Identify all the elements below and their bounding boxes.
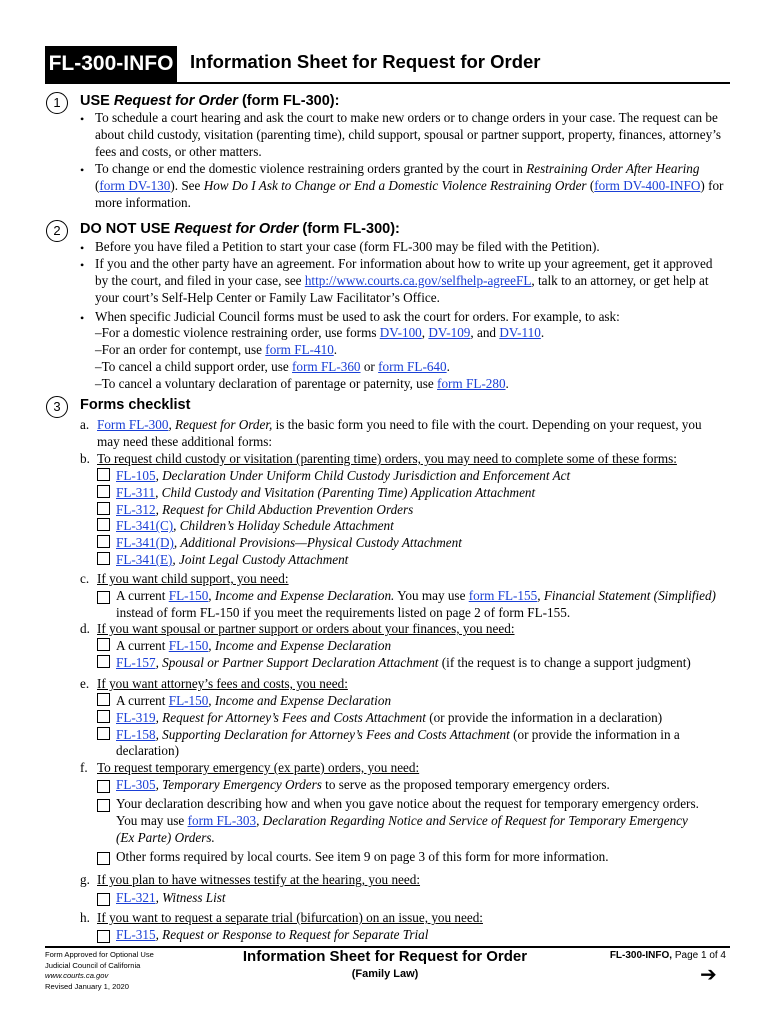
checklist-row: A current FL-150, Income and Expense Declaration bbox=[97, 693, 727, 710]
link-fl-360[interactable]: form FL-360 bbox=[292, 359, 361, 374]
checkbox[interactable] bbox=[97, 518, 110, 531]
item-g-heading: If you plan to have witnesses testify at the hearing, you need: bbox=[97, 872, 421, 887]
checkbox[interactable] bbox=[97, 485, 110, 498]
bullet: • bbox=[80, 258, 85, 272]
link-fl-640[interactable]: form FL-640 bbox=[378, 359, 447, 374]
link-selfhelp-agreement[interactable]: http://www.courts.ca.gov/selfhelp-agreeFL bbox=[304, 272, 532, 288]
link-fl-319[interactable]: FL-319 bbox=[116, 709, 156, 725]
link-form-fl-300[interactable]: Form FL-300 bbox=[97, 417, 169, 432]
footer-website: www.courts.ca.gov bbox=[45, 971, 109, 981]
item-c-1: A current FL-150, Income and Expense Declaration. You may use form FL-155, Financial Statement (Simplified) instead of form FL-150 if you meet the requirements listed on page 2 of form FL-155. bbox=[116, 588, 716, 620]
section-3-number: 3 bbox=[46, 396, 68, 418]
item-d-label: d. bbox=[80, 621, 90, 636]
link-fl-312[interactable]: FL-312 bbox=[116, 501, 156, 517]
item-f-3: Other forms required by local courts. See item 9 on page 3 of this form for more information. bbox=[116, 849, 609, 864]
item-b-heading: To request child custody or visitation (parenting time) orders, you may need to complete some of these forms: bbox=[97, 451, 677, 466]
link-fl-150[interactable]: FL-150 bbox=[168, 638, 209, 653]
item-a-text: Form FL-300, Request for Order, is the basic form you need to file with the court. Depending on your request, you may need these additional forms: bbox=[97, 417, 702, 449]
link-fl-158[interactable]: FL-158 bbox=[116, 726, 156, 742]
link-fl-311[interactable]: FL-311 bbox=[116, 484, 156, 500]
form-id-badge: FL-300-INFO bbox=[45, 46, 177, 82]
checkbox[interactable] bbox=[97, 852, 110, 865]
footer-line: Judicial Council of California bbox=[45, 960, 141, 970]
section-2-number: 2 bbox=[46, 220, 68, 242]
section-2-bullet-2: If you and the other party have an agreement. For information about how to write up your agreement, get it approved by the court, and filed in your case, see http://www.courts.ca.gov/selfhelp-agreeFL, talk to an attorney, or get help at your court’s Self-Help Center or Family Law Facilitator’s Office. bbox=[95, 256, 713, 305]
link-fl-410[interactable]: form FL-410 bbox=[265, 342, 334, 357]
checklist-row: FL-341(E), Joint Legal Custody Attachment bbox=[97, 552, 725, 569]
footer-form-id: FL-300-INFO, bbox=[609, 950, 673, 961]
section-2-bullet-3: When specific Judicial Council forms must be used to ask the court for orders. For example, to ask: bbox=[95, 309, 620, 324]
item-h-label: h. bbox=[80, 910, 90, 925]
checkbox[interactable] bbox=[97, 710, 110, 723]
checkbox[interactable] bbox=[97, 502, 110, 515]
footer-line: Form Approved for Optional Use bbox=[45, 950, 154, 959]
link-form-fl-155[interactable]: form FL-155 bbox=[468, 588, 538, 603]
item-e-label: e. bbox=[80, 676, 90, 691]
checkbox[interactable] bbox=[97, 893, 110, 906]
checkbox[interactable] bbox=[97, 591, 110, 604]
link-form-dv-400-info[interactable]: form DV-400-INFO bbox=[594, 177, 701, 193]
item-b-list bbox=[97, 468, 725, 569]
item-g-1: FL-321, Witness List bbox=[116, 890, 226, 905]
link-fl-150[interactable]: FL-150 bbox=[168, 693, 209, 708]
checklist-row: FL-319, Request for Attorney’s Fees and Costs Attachment (or provide the information in a declaration) bbox=[97, 710, 727, 727]
item-g-label: g. bbox=[80, 872, 90, 887]
checkbox[interactable] bbox=[97, 655, 110, 668]
bullet: • bbox=[80, 112, 85, 126]
item-h-1: FL-315, Request or Response to Request for Separate Trial bbox=[116, 927, 429, 942]
item-f-heading: To request temporary emergency (ex parte) orders, you need: bbox=[97, 760, 420, 775]
section-2-example-4: –To cancel a voluntary declaration of parentage or paternity, use form FL-280. bbox=[95, 376, 509, 391]
checkbox[interactable] bbox=[97, 780, 110, 793]
section-2-example-3: –To cancel a child support order, use form FL-360 or form FL-640. bbox=[95, 359, 450, 374]
section-1-bullet-1: To schedule a court hearing and ask the court to make new orders or to change orders in your case. The request can be about child custody, visitation (parenting time), child support, spousal or partner support, property, finances, attorney’s fees and costs, or other matters. bbox=[95, 110, 722, 159]
checkbox[interactable] bbox=[97, 535, 110, 548]
checklist-row: FL-157, Spousal or Partner Support Declaration Attachment (if the request is to change a support judgment) bbox=[97, 655, 727, 672]
footer-approval bbox=[45, 950, 154, 992]
footer-revised: Revised January 1, 2020 bbox=[45, 981, 130, 991]
item-d-heading: If you want spousal or partner support or orders about your finances, you need: bbox=[97, 621, 515, 636]
item-f-2: Your declaration describing how and when you gave notice about the request for temporary emergency orders. You may use form FL-303, Declaration Regarding Notice and Service of Request for Temporary Emergency (Ex Parte) Orders. bbox=[116, 796, 699, 845]
section-2-title: DO NOT USE Request for Order (form FL-300): bbox=[80, 221, 400, 237]
checkbox[interactable] bbox=[97, 468, 110, 481]
checkbox[interactable] bbox=[97, 693, 110, 706]
page-title: Information Sheet for Request for Order bbox=[190, 51, 541, 72]
link-fl-150[interactable]: FL-150 bbox=[168, 588, 209, 603]
section-1-number: 1 bbox=[46, 92, 68, 114]
link-form-dv-130[interactable]: form DV-130 bbox=[99, 177, 171, 193]
section-1-bullet-2: To change or end the domestic violence restraining orders granted by the court in Restraining Order After Hearing (form DV-130). See How Do I Ask to Change or End a Domestic Violence Restraining Order (form DV-400-INFO) for more information. bbox=[95, 161, 724, 210]
checkbox[interactable] bbox=[97, 638, 110, 651]
bullet: • bbox=[80, 311, 85, 325]
section-2-bullet-1: Before you have filed a Petition to start your case (form FL-300 may be filed with the Petition). bbox=[95, 239, 600, 254]
header-divider bbox=[45, 82, 730, 84]
link-fl-341d[interactable]: FL-341(D) bbox=[116, 535, 174, 551]
link-fl-105[interactable]: FL-105 bbox=[116, 468, 156, 483]
link-fl-321[interactable]: FL-321 bbox=[116, 890, 156, 905]
checkbox[interactable] bbox=[97, 552, 110, 565]
footer-page-info bbox=[590, 950, 726, 961]
item-f-1: FL-305, Temporary Emergency Orders to serve as the proposed temporary emergency orders. bbox=[116, 777, 610, 792]
link-fl-341c[interactable]: FL-341(C) bbox=[116, 518, 174, 534]
bullet: • bbox=[80, 241, 85, 255]
checklist-row: FL-341(C), Children’s Holiday Schedule Attachment bbox=[97, 518, 725, 535]
section-2-example-2: –For an order for contempt, use form FL-410. bbox=[95, 342, 338, 357]
item-b-label: b. bbox=[80, 451, 90, 466]
footer-title: Information Sheet for Request for Order bbox=[242, 948, 528, 965]
checklist-row: FL-105, Declaration Under Uniform Child Custody Jurisdiction and Enforcement Act bbox=[97, 468, 725, 485]
link-dv-110[interactable]: DV-110 bbox=[499, 325, 541, 340]
link-form-fl-303[interactable]: form FL-303 bbox=[187, 812, 257, 828]
section-3-title: Forms checklist bbox=[80, 397, 191, 413]
footer-subtitle: (Family Law) bbox=[351, 968, 419, 980]
item-e-heading: If you want attorney’s fees and costs, you need: bbox=[97, 676, 348, 691]
link-fl-315[interactable]: FL-315 bbox=[116, 927, 156, 942]
footer-page-number: Page 1 of 4 bbox=[672, 950, 726, 961]
bullet: • bbox=[80, 163, 85, 177]
item-a-label: a. bbox=[80, 417, 90, 432]
section-2-example-1: –For a domestic violence restraining order, use forms DV-100, DV-109, and DV-110. bbox=[95, 325, 545, 340]
item-h-heading: If you want to request a separate trial (bifurcation) on an issue, you need: bbox=[97, 910, 483, 925]
item-d-list bbox=[97, 638, 727, 672]
checklist-row: FL-341(D), Additional Provisions—Physical Custody Attachment bbox=[97, 535, 725, 552]
checkbox[interactable] bbox=[97, 930, 110, 943]
checklist-row: A current FL-150, Income and Expense Declaration bbox=[97, 638, 727, 655]
item-c-heading: If you want child support, you need: bbox=[97, 571, 289, 586]
item-e-list bbox=[97, 693, 727, 760]
link-fl-305[interactable]: FL-305 bbox=[116, 777, 156, 792]
checklist-row: FL-312, Request for Child Abduction Prevention Orders bbox=[97, 502, 725, 519]
checkbox[interactable] bbox=[97, 727, 110, 740]
link-fl-157[interactable]: FL-157 bbox=[116, 654, 156, 670]
item-c-label: c. bbox=[80, 571, 90, 586]
checklist-row: FL-158, Supporting Declaration for Attorney’s Fees and Costs Attachment (or provide the information in a declaration) bbox=[97, 727, 727, 761]
link-dv-100[interactable]: DV-100 bbox=[379, 325, 422, 340]
link-fl-341e[interactable]: FL-341(E) bbox=[116, 551, 173, 567]
link-fl-280[interactable]: form FL-280 bbox=[437, 376, 506, 391]
next-page-arrow-icon[interactable]: ➔ bbox=[700, 962, 717, 986]
checkbox[interactable] bbox=[97, 799, 110, 812]
item-f-label: f. bbox=[80, 760, 88, 775]
checklist-row: FL-311, Child Custody and Visitation (Parenting Time) Application Attachment bbox=[97, 485, 725, 502]
link-dv-109[interactable]: DV-109 bbox=[428, 325, 471, 340]
section-1-title: USE Request for Order (form FL-300): bbox=[80, 93, 340, 109]
